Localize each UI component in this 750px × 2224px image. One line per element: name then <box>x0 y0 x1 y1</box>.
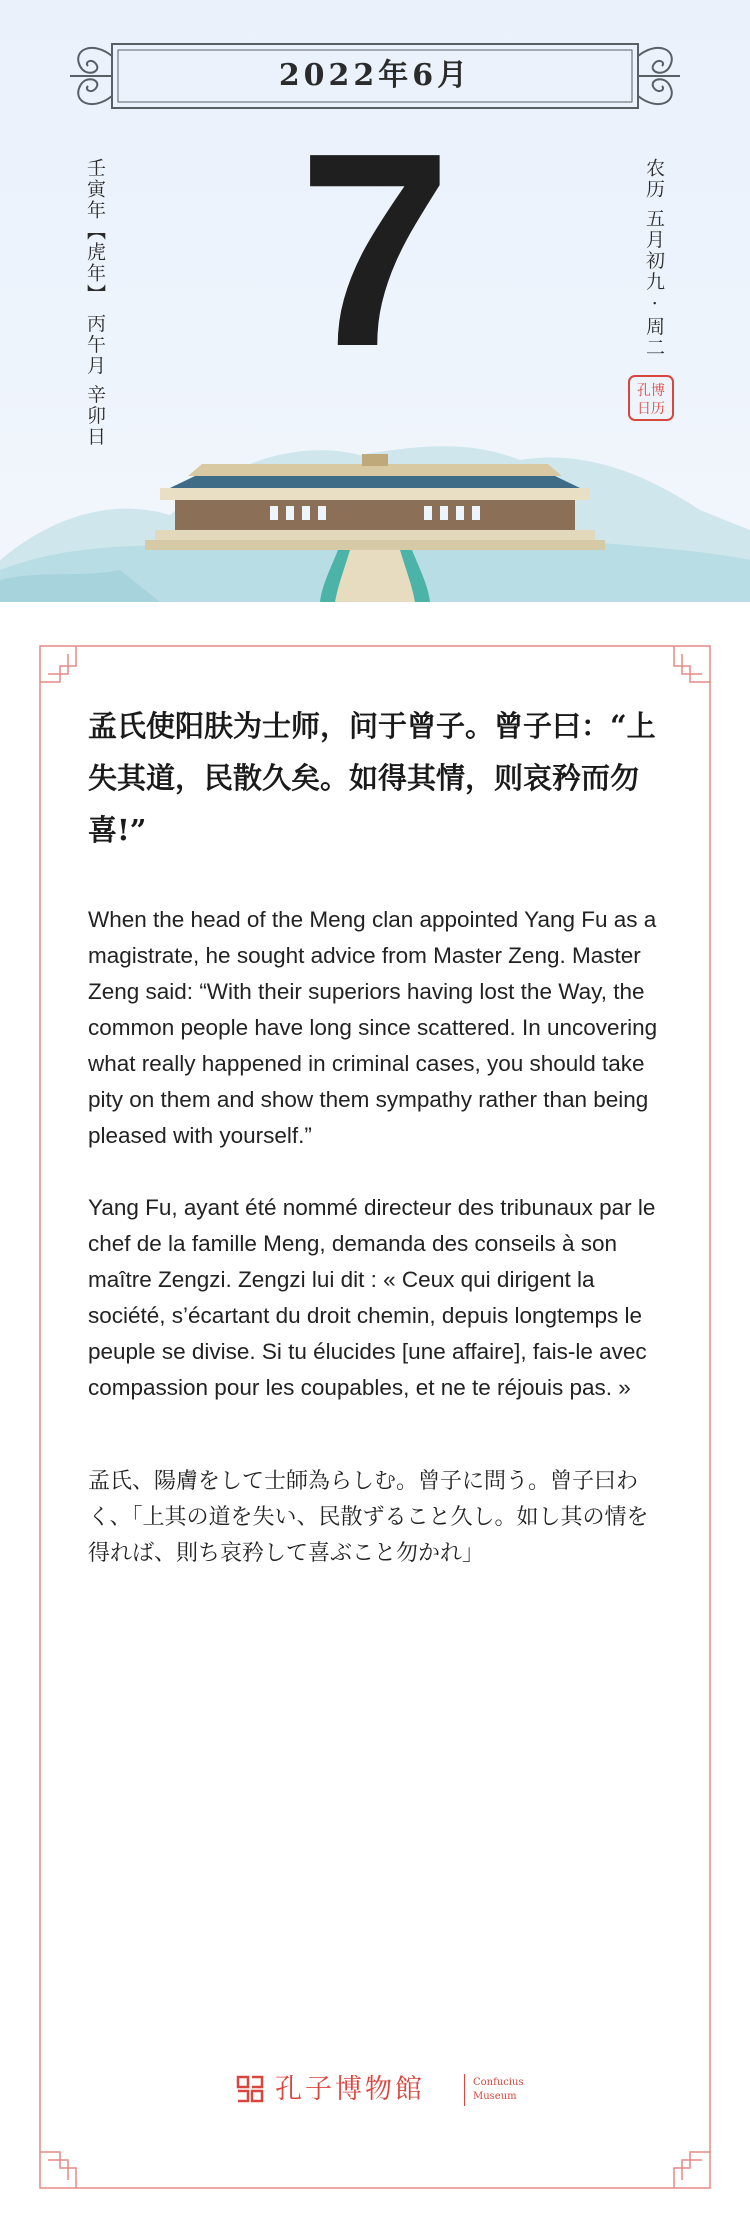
svg-text:孔博: 孔博 <box>637 383 665 399</box>
logo-english-line2: Museum <box>473 2091 517 2102</box>
logo-divider <box>464 2074 465 2106</box>
french-translation: Yang Fu, ayant été nommé directeur des tribunaux par le chef de la famille Meng, demanda des conseils à son maître Zengzi. Zengzi lui dit : « Ceux qui dirigent la société, s’écartant du droit chemin, depuis longtemps le peuple se divise. Si tu élucides [une affaire], fais-le avec compassion pour les coupables, et ne te réjouis pas. » <box>88 1195 656 1400</box>
museum-logo-icon <box>235 2074 265 2104</box>
ganzhi-date: 壬寅年【虎年】 丙午月 辛卯日 <box>84 158 106 448</box>
logo-english-name <box>473 2076 543 2104</box>
month-label: 2022年6月 <box>278 58 472 93</box>
english-translation: When the head of the Meng clan appointed Yang Fu as a magistrate, he sought advice from Master Zeng. Master Zeng said: “With their superiors having lost the Way, the common people have long since scattered. In uncovering what really happened in criminal cases, you should take pity on them and show them sympathy rather than being pleased with yourself.” <box>88 907 658 1148</box>
calendar-header <box>0 0 750 602</box>
lunar-date: 农历 五月初九 · 周二 <box>643 158 665 359</box>
classic-chinese-quote: 孟氏使阳肤为士师，问于曾子。曾子曰：“上失其道，民散久矣。如得其情，则哀矜而勿喜!” <box>88 709 656 847</box>
confucius-museum-logo <box>235 2070 535 2114</box>
logo-chinese-name: 孔子博物館 <box>275 2074 425 2105</box>
logo-english-line1: Confucius <box>473 2077 524 2088</box>
card-content <box>88 700 668 1572</box>
museum-building-illustration <box>0 420 750 602</box>
red-seal-stamp <box>628 375 674 421</box>
svg-text:日历: 日历 <box>637 401 665 417</box>
day-number: 7 <box>298 96 452 404</box>
japanese-translation: 孟氏、陽膚をして士師為らしむ。曾子に問う。曾子曰わく、「上其の道を失い、民散ずること久し。如し其の情を得れば、則ち哀矜して喜ぶこと勿かれ」 <box>88 1469 649 1566</box>
